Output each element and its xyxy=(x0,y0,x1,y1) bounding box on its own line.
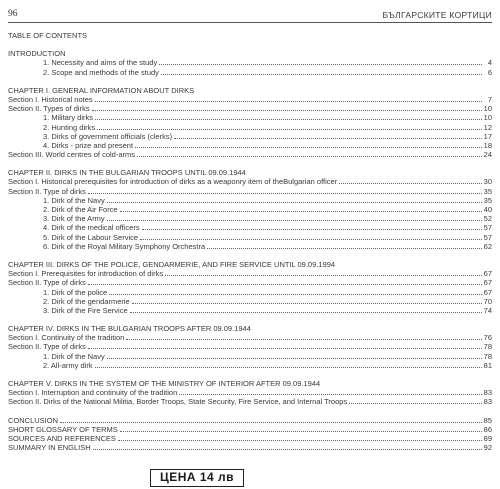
toc-entry xyxy=(8,58,492,67)
toc-entry-text: SUMMARY IN ENGLISH xyxy=(8,443,91,453)
chapter-4-list xyxy=(8,333,492,370)
intro-list xyxy=(8,58,492,76)
toc-entry-page: 52 xyxy=(483,214,492,224)
dot-leader xyxy=(137,151,482,157)
toc-entry-page: 83 xyxy=(483,388,492,398)
toc-entry-text: 1. Military dirks xyxy=(43,113,94,123)
toc-entry-text: Section II. Type of dirks xyxy=(8,342,86,352)
toc-entry-text: 3. Dirk of the Fire Service xyxy=(43,305,128,315)
chapter-2-heading: CHAPTER II. DIRKS IN THE BULGARIAN TROOPS UNTIL 09.09.1944 xyxy=(8,168,246,178)
dot-leader xyxy=(109,289,481,295)
dot-leader xyxy=(126,334,481,340)
toc-entry-text: 1. Dirk of the Navy xyxy=(43,351,105,361)
dot-leader xyxy=(97,124,482,130)
chapter-3-list xyxy=(8,269,492,315)
toc-entry-text: 2. Scope and methods of the study xyxy=(43,67,159,77)
table-of-contents xyxy=(8,31,492,452)
toc-entry-text: Section III. World centres of cold-arms xyxy=(8,150,135,160)
backmatter-list xyxy=(8,416,492,453)
toc-entry-text: 1. Dirk of the Navy xyxy=(43,195,105,205)
dot-leader xyxy=(174,133,482,139)
toc-entry-page: 89 xyxy=(483,433,492,443)
running-title: БЪЛГАРСКИТЕ КОРТИЦИ xyxy=(382,10,492,20)
toc-entry xyxy=(8,104,492,113)
toc-entry xyxy=(8,269,492,278)
toc-entry-page: 83 xyxy=(483,397,492,407)
toc-entry-page: 4 xyxy=(487,58,492,68)
toc-entry xyxy=(8,342,492,351)
dot-leader xyxy=(165,270,482,276)
toc-entry-page: 81 xyxy=(483,360,492,370)
toc-entry xyxy=(8,397,492,406)
toc-entry-page: 57 xyxy=(483,223,492,233)
dot-leader xyxy=(159,59,482,65)
dot-leader xyxy=(135,142,482,148)
toc-entry-page: 76 xyxy=(483,333,492,343)
toc-entry-page: 35 xyxy=(483,195,492,205)
toc-entry xyxy=(8,141,492,150)
chapter-3-heading: CHAPTER III. DIRKS OF THE POLICE, GENDARMERIE, AND FIRE SERVICE UNTIL 09.09.1994 xyxy=(8,259,336,269)
toc-entry xyxy=(8,352,492,361)
dot-leader xyxy=(88,343,482,349)
toc-entry xyxy=(8,333,492,342)
toc-entry-page: 67 xyxy=(483,269,492,279)
toc-entry-text: Section I. Continuity of the tradition xyxy=(8,333,125,343)
chapter-5-heading: CHAPTER V. DIRKS IN THE SYSTEM OF THE MINISTRY OF INTERIOR AFTER 09.09.1944 xyxy=(8,379,321,388)
toc-entry-page: 24 xyxy=(483,150,492,160)
toc-entry-page: 85 xyxy=(483,415,492,425)
dot-leader xyxy=(88,188,482,194)
toc-entry-text: CONCLUSION xyxy=(8,415,59,425)
toc-entry-text: Section I. Historical prerequisites for introduction of dirks as a weaponry item of theBulgarian officer xyxy=(8,177,338,187)
toc-entry-page: 35 xyxy=(483,186,492,196)
toc-entry xyxy=(8,242,492,251)
toc-entry-text: SHORT GLOSSARY OF TERMS xyxy=(8,424,118,434)
toc-entry-text: Section I. Historical notes xyxy=(8,94,93,104)
toc-entry-page: 78 xyxy=(483,351,492,361)
dot-leader xyxy=(339,178,481,184)
toc-entry-page: 92 xyxy=(483,443,492,453)
toc-entry xyxy=(8,416,492,425)
toc-entry xyxy=(8,443,492,452)
toc-entry-page: 78 xyxy=(483,342,492,352)
toc-entry-text: 2. Dirk of the Air Force xyxy=(43,205,118,214)
toc-entry-page: 12 xyxy=(483,122,492,132)
toc-entry-page: 86 xyxy=(483,424,492,434)
toc-entry-page: 74 xyxy=(483,305,492,315)
dot-leader xyxy=(140,234,482,240)
toc-entry xyxy=(8,223,492,232)
toc-entry xyxy=(8,306,492,315)
toc-entry-text: 4. Dirk of the medical officers xyxy=(43,223,140,233)
toc-entry-page: 10 xyxy=(483,104,492,114)
dot-leader xyxy=(95,96,482,102)
toc-entry xyxy=(8,150,492,159)
toc-entry-page: 57 xyxy=(483,232,492,242)
toc-entry xyxy=(8,214,492,223)
toc-entry-page: 67 xyxy=(483,278,492,288)
toc-entry-page: 67 xyxy=(483,287,492,297)
dot-leader xyxy=(88,279,482,285)
toc-entry-text: Section I. Interruption and continuity of the tradition xyxy=(8,388,178,398)
toc-entry xyxy=(8,278,492,287)
toc-entry-text: 2. Dirk of the gendarmerie xyxy=(43,296,130,306)
toc-entry xyxy=(8,297,492,306)
toc-entry-text: Section II. Type of dirks xyxy=(8,186,86,196)
dot-leader xyxy=(60,417,482,423)
toc-entry-page: 10 xyxy=(483,113,492,123)
dot-leader xyxy=(107,197,482,203)
dot-leader xyxy=(349,398,481,404)
toc-entry xyxy=(8,132,492,141)
toc-entry-page: 18 xyxy=(483,140,492,150)
dot-leader xyxy=(179,389,481,395)
toc-entry xyxy=(8,196,492,205)
toc-entry-text: 4. Dirks - prize and present xyxy=(43,140,134,150)
dot-leader xyxy=(120,206,482,212)
toc-title: TABLE OF CONTENTS xyxy=(8,31,88,40)
toc-entry xyxy=(8,434,492,443)
toc-entry-page: 17 xyxy=(483,131,492,141)
toc-entry-page: 70 xyxy=(483,296,492,306)
toc-entry xyxy=(8,388,492,397)
dot-leader xyxy=(107,215,482,221)
chapter-5-list xyxy=(8,388,492,406)
chapter-4-heading: CHAPTER IV. DIRKS IN THE BULGARIAN TROOPS AFTER 09.09.1944 xyxy=(8,324,251,334)
toc-entry-page: 40 xyxy=(483,205,492,214)
toc-entry xyxy=(8,361,492,370)
toc-entry xyxy=(8,288,492,297)
toc-entry-text: 2. All-army dirk xyxy=(43,360,93,370)
chapter-1-list xyxy=(8,95,492,159)
toc-entry-text: 1. Necessity and aims of the study xyxy=(43,58,158,68)
toc-entry-text: 6. Dirk of the Royal Military Symphony Orchestra xyxy=(43,241,206,251)
dot-leader xyxy=(132,298,482,304)
toc-entry xyxy=(8,233,492,242)
page-number: 96 xyxy=(8,9,18,19)
toc-entry-text: 3. Dirks of government officials (clerks) xyxy=(43,131,173,141)
toc-entry xyxy=(8,123,492,132)
dot-leader xyxy=(207,243,482,249)
dot-leader xyxy=(142,224,482,230)
toc-entry-text: Section II. Types of dirks xyxy=(8,104,90,114)
price-stamp: ЦЕНА 14 лв xyxy=(150,469,244,487)
dot-leader xyxy=(95,362,482,368)
toc-entry-page: 30 xyxy=(483,177,492,187)
toc-entry xyxy=(8,425,492,434)
page-header xyxy=(8,8,492,23)
chapter-2-list xyxy=(8,177,492,251)
toc-entry-page: 6 xyxy=(487,67,492,77)
dot-leader xyxy=(92,105,482,111)
toc-entry xyxy=(8,205,492,214)
dot-leader xyxy=(161,69,482,75)
toc-entry-text: SOURCES AND REFERENCES xyxy=(8,433,116,443)
toc-entry xyxy=(8,113,492,122)
chapter-1-heading: CHAPTER I. GENERAL INFORMATION ABOUT DIRKS xyxy=(8,85,195,95)
toc-entry-text: 2. Hunting dirks xyxy=(43,122,96,132)
dot-leader xyxy=(95,114,482,120)
toc-entry-text: Section II. Type of dirks xyxy=(8,278,86,288)
dot-leader xyxy=(130,307,482,313)
toc-entry-text: 5. Dirk of the Labour Service xyxy=(43,232,139,242)
dot-leader xyxy=(107,353,482,359)
toc-entry-text: Section II. Dirks of the National Militia, Border Troops, State Security, Fire Service, and Internal Troops xyxy=(8,397,348,407)
toc-entry xyxy=(8,177,492,186)
dot-leader xyxy=(120,426,482,432)
intro-heading: INTRODUCTION xyxy=(8,49,66,59)
toc-entry-text: 1. Dirk of the police xyxy=(43,287,108,297)
toc-entry xyxy=(8,187,492,196)
toc-entry xyxy=(8,95,492,104)
toc-entry-page: 7 xyxy=(487,94,492,104)
dot-leader xyxy=(93,444,482,450)
toc-entry xyxy=(8,68,492,77)
toc-entry-page: 62 xyxy=(483,241,492,251)
toc-entry-text: 3. Dirk of the Army xyxy=(43,214,105,224)
dot-leader xyxy=(118,435,482,441)
toc-entry-text: Section I. Prerequisites for introduction of dirks xyxy=(8,269,164,279)
